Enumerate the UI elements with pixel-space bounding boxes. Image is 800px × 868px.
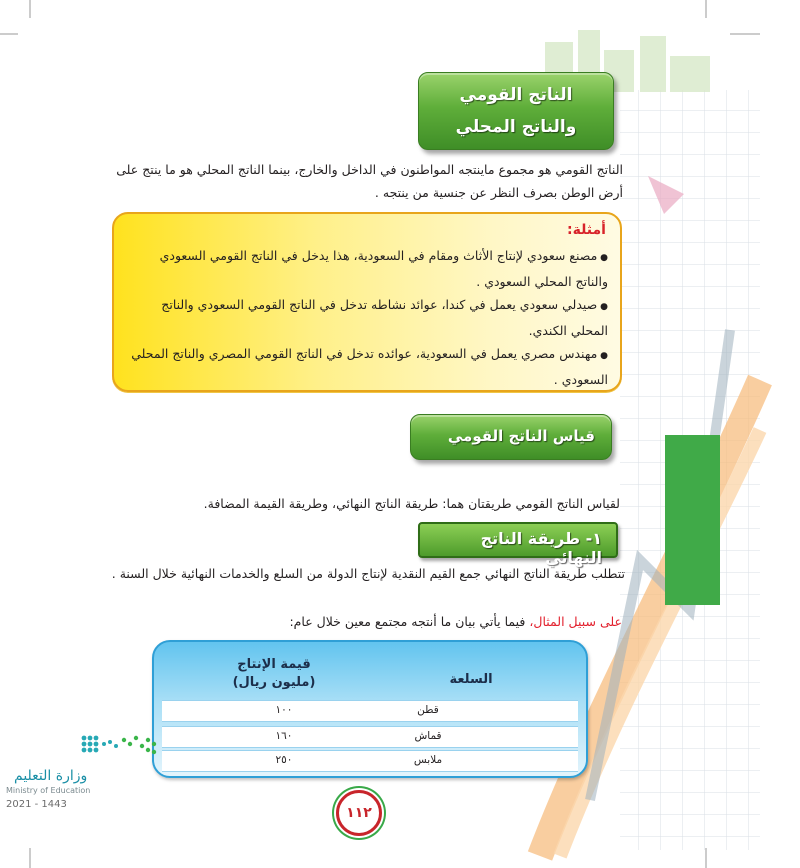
example-item-3: ● مهندس مصري يعمل في السعودية، عوائده تدخل في الناتج القومي المصري والناتج المحلي السعودي . (128, 342, 608, 391)
example-item-2: ● صيدلي سعودي يعمل في كندا، عوائد نشاطه تدخل في الناتج القومي السعودي والناتج المحلي الكندي. (128, 293, 608, 342)
main-title-line1: الناتج القومي (459, 85, 573, 105)
example-lead (250, 610, 622, 633)
table-header-value-line1: قيمة الإنتاج (237, 657, 311, 672)
example-item-1: ● مصنع سعودي لإنتاج الأثاث ومقام في السعودية، هذا يدخل في الناتج القومي السعودي والناتج المحلي السعودي . (128, 244, 608, 293)
table-row (162, 726, 578, 748)
production-table (152, 640, 588, 778)
section-title: ١- طريقة الناتج النهائي (480, 529, 602, 567)
table-header-value (214, 656, 334, 692)
measure-title-badge (410, 414, 612, 460)
examples-box (112, 212, 622, 392)
example-lead-text: فيما يأتي بيان ما أنتجه مجتمع معين خلال عام: (289, 614, 530, 629)
table-cell-item: قطن (417, 704, 439, 716)
ministry-logo-icon (78, 730, 162, 764)
edition-year: 2021 - 1443 (6, 799, 67, 810)
examples-list (128, 244, 608, 391)
table-cell-item: قماش (414, 730, 442, 742)
table-cell-value: ١٦٠ (275, 730, 293, 742)
table-cell-value: ٢٥٠ (275, 754, 293, 766)
table-header-value-line2: (مليون ريال) (232, 675, 316, 690)
table-row (162, 750, 578, 772)
measure-title: قياس الناتج القومي (447, 427, 595, 445)
examples-title: أمثلة: (567, 222, 606, 238)
ministry-name-arabic: وزارة التعليم (14, 768, 88, 784)
page-number: ١١٢ (336, 790, 382, 836)
table-header-item: السلعة (449, 672, 493, 687)
table-row (162, 700, 578, 722)
main-title-line2: والناتج المحلي (455, 117, 577, 137)
table-cell-item: ملابس (413, 754, 443, 766)
table-cell-value: ١٠٠ (275, 704, 293, 716)
measure-paragraph: لقياس الناتج القومي طريقتان هما: طريقة الناتج النهائي، وطريقة القيمة المضافة. (203, 496, 620, 511)
intro-paragraph: الناتج القومي هو مجموع ماينتجه المواطنون في الداخل والخارج، بينما الناتج المحلي هو ما ينتج على أرض الوطن بصرف النظر عن جنسية من ينتجه . (116, 162, 623, 200)
main-title-badge (418, 72, 614, 150)
section-title-bar (418, 522, 618, 567)
example-lead-highlight: على سبيل المثال، (529, 614, 622, 629)
method-paragraph: تتطلب طريقة الناتج النهائي جمع القيم النقدية لإنتاج الدولة من السلع والخدمات النهائية خلال السنة . (111, 566, 625, 581)
ministry-name-english: Ministry of Education (6, 786, 91, 795)
